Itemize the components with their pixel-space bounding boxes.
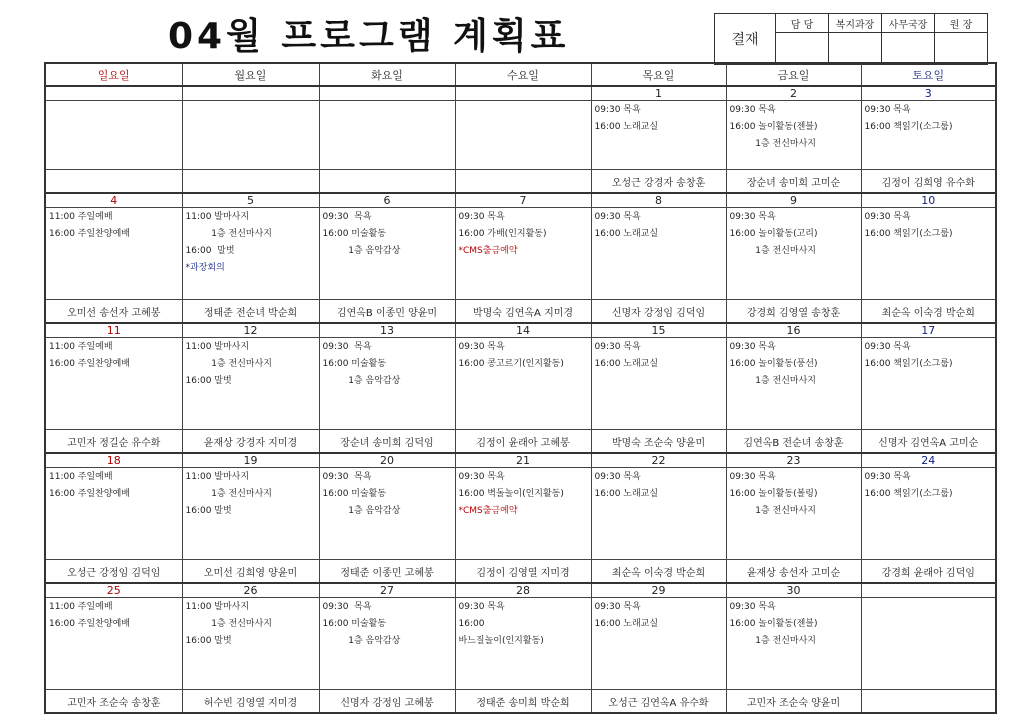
staff-row — [45, 300, 996, 324]
program-cell — [319, 101, 455, 170]
program-line: 1층 전신마사지 — [729, 636, 816, 646]
calendar-table — [44, 62, 997, 714]
program-line: 09:30 목욕 — [322, 342, 372, 352]
staff-names: 신명자 강정임 고혜봉 — [319, 690, 455, 714]
date-number — [319, 86, 455, 101]
date-number: 16 — [726, 323, 861, 338]
program-line: 16:00 주일찬양예배 — [49, 489, 130, 499]
program-line: 09:30 목욕 — [322, 212, 372, 222]
staff-names — [45, 170, 182, 194]
program-line: 16:00 노래교실 — [594, 489, 659, 499]
program-note: *CMS출금예약 — [458, 246, 518, 256]
approval-role-secretary-general: 사무국장 — [882, 14, 935, 33]
program-line: 16:00 벽돌놀이(인지활동) — [458, 489, 564, 499]
staff-names: 오성근 강정임 김덕임 — [45, 560, 182, 584]
program-line: 16:00 책읽기(소그룹) — [864, 359, 953, 369]
staff-names — [455, 170, 591, 194]
date-number: 26 — [182, 583, 319, 598]
date-number: 24 — [861, 453, 996, 468]
date-number: 30 — [726, 583, 861, 598]
program-cell — [45, 101, 182, 170]
program-line: 16:00 말벗 — [185, 246, 235, 256]
staff-names: 고민자 정길순 유수화 — [45, 430, 182, 454]
program-line: 1층 전신마사지 — [729, 506, 816, 516]
date-number: 15 — [591, 323, 726, 338]
program-line: 16:00 놀이활동(고리) — [729, 229, 818, 239]
date-number — [45, 86, 182, 101]
staff-row — [45, 690, 996, 714]
program-line: 11:00 주일예배 — [49, 472, 113, 482]
staff-names: 윤재상 송선자 고미순 — [726, 560, 861, 584]
staff-names: 윤재상 강경자 지미경 — [182, 430, 319, 454]
program-line: 16:00 주일찬양예배 — [49, 359, 130, 369]
program-line: 09:30 목욕 — [594, 472, 641, 482]
staff-names: 오성근 강경자 송창훈 — [591, 170, 726, 194]
program-line: 09:30 목욕 — [594, 212, 641, 222]
program-line: 1층 음악감상 — [322, 376, 401, 386]
program-cell — [455, 101, 591, 170]
program-cell — [182, 208, 319, 300]
weekday-sunday: 일요일 — [45, 63, 182, 86]
program-cell — [726, 598, 861, 690]
program-line: 09:30 목욕 — [864, 105, 911, 115]
program-cell — [591, 468, 726, 560]
program-line: 16:00 책읽기(소그룹) — [864, 229, 953, 239]
program-cell — [455, 468, 591, 560]
signature-cell — [776, 33, 829, 65]
program-line: 09:30 목욕 — [864, 342, 911, 352]
weekday-tuesday: 화요일 — [319, 63, 455, 86]
program-line: 11:00 발마사지 — [185, 472, 250, 482]
program-row — [45, 338, 996, 430]
program-row — [45, 101, 996, 170]
staff-names: 고민자 조순숙 송창훈 — [45, 690, 182, 714]
date-number: 21 — [455, 453, 591, 468]
staff-names: 정태준 송미희 박순희 — [455, 690, 591, 714]
program-line: 1층 전신마사지 — [185, 489, 272, 499]
program-line: 16:00 놀이활동(볼링) — [729, 489, 818, 499]
staff-names: 김연옥B 이종민 양윤미 — [319, 300, 455, 324]
staff-names: 최순옥 이숙경 박순희 — [591, 560, 726, 584]
staff-row — [45, 170, 996, 194]
staff-names: 박명숙 조순숙 양윤미 — [591, 430, 726, 454]
date-number — [182, 86, 319, 101]
staff-names: 김정이 김희영 유수화 — [861, 170, 996, 194]
date-number: 28 — [455, 583, 591, 598]
program-line: 16:00 말벗 — [185, 376, 232, 386]
date-row — [45, 323, 996, 338]
program-line: 09:30 목욕 — [458, 472, 505, 482]
date-number: 9 — [726, 193, 861, 208]
program-line: 09:30 목욕 — [729, 105, 776, 115]
program-line: 09:30 목욕 — [864, 472, 911, 482]
approval-role-staff: 담 당 — [776, 14, 829, 33]
staff-names: 박명숙 김연옥A 지미경 — [455, 300, 591, 324]
program-line: 16:00 놀이활동(젠블) — [729, 122, 818, 132]
staff-names: 오성근 김연옥A 유수화 — [591, 690, 726, 714]
date-number: 18 — [45, 453, 182, 468]
program-line: 16:00 미술활동 — [322, 619, 387, 629]
program-line: 1층 음악감상 — [322, 246, 401, 256]
approval-label: 결재 — [715, 14, 776, 65]
program-line: 16:00 노래교실 — [594, 122, 659, 132]
staff-names: 고민자 조순숙 양윤미 — [726, 690, 861, 714]
program-line: 16:00 미술활동 — [322, 489, 387, 499]
program-cell — [455, 208, 591, 300]
date-row — [45, 193, 996, 208]
staff-names: 강경희 김영열 송창훈 — [726, 300, 861, 324]
approval-box — [714, 13, 988, 65]
program-cell — [182, 101, 319, 170]
program-cell — [455, 338, 591, 430]
weekday-monday: 월요일 — [182, 63, 319, 86]
signature-cell — [829, 33, 882, 65]
program-line: 16:00 — [458, 619, 485, 629]
date-number: 12 — [182, 323, 319, 338]
program-line: 1층 전신마사지 — [185, 359, 272, 369]
program-row — [45, 208, 996, 300]
staff-names: 강경희 윤래아 김덕임 — [861, 560, 996, 584]
program-line: 16:00 노래교실 — [594, 619, 659, 629]
program-line: 16:00 말벗 — [185, 636, 232, 646]
staff-names: 장순녀 송미희 고미순 — [726, 170, 861, 194]
date-number: 8 — [591, 193, 726, 208]
date-number: 20 — [319, 453, 455, 468]
program-line: 16:00 주일찬양예배 — [49, 229, 130, 239]
date-number: 25 — [45, 583, 182, 598]
program-line: 16:00 노래교실 — [594, 229, 659, 239]
staff-row — [45, 430, 996, 454]
date-number: 3 — [861, 86, 996, 101]
date-number: 5 — [182, 193, 319, 208]
program-row — [45, 598, 996, 690]
program-line: 09:30 목욕 — [594, 602, 641, 612]
program-line: 11:00 발마사지 — [185, 212, 250, 222]
program-cell — [182, 598, 319, 690]
program-cell — [591, 101, 726, 170]
program-line: 16:00 놀이활동(젠블) — [729, 619, 818, 629]
program-cell — [726, 208, 861, 300]
program-cell — [319, 598, 455, 690]
program-line: 11:00 주일예배 — [49, 212, 113, 222]
program-line: 09:30 목욕 — [594, 342, 641, 352]
program-cell — [591, 208, 726, 300]
program-cell — [726, 468, 861, 560]
program-cell — [319, 208, 455, 300]
weekday-saturday: 토요일 — [861, 63, 996, 86]
program-line: 09:30 목욕 — [729, 602, 776, 612]
program-line: 16:00 주일찬양예배 — [49, 619, 130, 629]
program-line: 1층 전신마사지 — [729, 139, 816, 149]
program-row — [45, 468, 996, 560]
date-number: 10 — [861, 193, 996, 208]
program-line: 09:30 목욕 — [458, 342, 505, 352]
staff-names: 허수빈 김영열 지미경 — [182, 690, 319, 714]
date-number: 2 — [726, 86, 861, 101]
program-line: 1층 전신마사지 — [185, 229, 272, 239]
staff-names: 장순녀 송미희 김덕임 — [319, 430, 455, 454]
approval-role-welfare-manager: 복지과장 — [829, 14, 882, 33]
staff-names: 신명자 김연옥A 고미순 — [861, 430, 996, 454]
staff-names — [319, 170, 455, 194]
weekday-thursday: 목요일 — [591, 63, 726, 86]
date-number: 6 — [319, 193, 455, 208]
program-cell — [319, 338, 455, 430]
date-number: 13 — [319, 323, 455, 338]
program-line: 09:30 목욕 — [729, 212, 776, 222]
program-line: 16:00 노래교실 — [594, 359, 659, 369]
program-cell — [45, 338, 182, 430]
program-line: 11:00 주일예배 — [49, 342, 113, 352]
program-line: 1층 전신마사지 — [729, 246, 816, 256]
program-cell — [861, 338, 996, 430]
program-line: 16:00 책읽기(소그룹) — [864, 489, 953, 499]
staff-names: 김연옥B 전순녀 송창훈 — [726, 430, 861, 454]
date-number: 22 — [591, 453, 726, 468]
program-line: 1층 음악감상 — [322, 506, 401, 516]
program-cell — [861, 468, 996, 560]
page-title: 04월 프로그램 계획표 — [168, 16, 570, 57]
staff-names — [182, 170, 319, 194]
date-number: 11 — [45, 323, 182, 338]
program-cell — [45, 468, 182, 560]
weekday-friday: 금요일 — [726, 63, 861, 86]
date-number: 4 — [45, 193, 182, 208]
program-cell — [182, 338, 319, 430]
staff-names: 오미선 송선자 고혜봉 — [45, 300, 182, 324]
program-cell — [591, 598, 726, 690]
program-note: *CMS출금예약 — [458, 506, 518, 516]
program-cell — [861, 101, 996, 170]
approval-role-director: 원 장 — [935, 14, 988, 33]
program-cell — [861, 598, 996, 690]
staff-names: 김정이 윤래아 고혜봉 — [455, 430, 591, 454]
program-cell — [591, 338, 726, 430]
date-number: 7 — [455, 193, 591, 208]
program-line: 바느질놀이(인지활동) — [458, 636, 544, 646]
date-number: 23 — [726, 453, 861, 468]
program-line: 16:00 가배(인지활동) — [458, 229, 547, 239]
program-cell — [861, 208, 996, 300]
date-number: 27 — [319, 583, 455, 598]
program-line: 16:00 책읽기(소그룹) — [864, 122, 953, 132]
program-line: 09:30 목욕 — [864, 212, 911, 222]
date-row — [45, 86, 996, 101]
program-cell — [182, 468, 319, 560]
program-note: *과장회의 — [185, 263, 225, 273]
date-number: 29 — [591, 583, 726, 598]
program-line: 11:00 발마사지 — [185, 342, 250, 352]
staff-names: 신명자 강정임 김덕임 — [591, 300, 726, 324]
staff-names: 정태준 전순녀 박순희 — [182, 300, 319, 324]
program-line: 16:00 콩고르기(인지활동) — [458, 359, 564, 369]
program-line: 16:00 말벗 — [185, 506, 232, 516]
staff-names: 정태준 이종민 고혜봉 — [319, 560, 455, 584]
program-line: 1층 전신마사지 — [185, 619, 272, 629]
program-line: 1층 음악감상 — [322, 636, 401, 646]
date-row — [45, 453, 996, 468]
program-line: 11:00 발마사지 — [185, 602, 250, 612]
program-cell — [726, 338, 861, 430]
signature-cell — [882, 33, 935, 65]
date-number: 19 — [182, 453, 319, 468]
staff-names: 최순옥 이숙경 박순희 — [861, 300, 996, 324]
weekday-header-row — [45, 63, 996, 86]
staff-names: 오미선 김희영 양윤미 — [182, 560, 319, 584]
program-cell — [45, 598, 182, 690]
program-line: 1층 전신마사지 — [729, 376, 816, 386]
program-line: 09:30 목욕 — [322, 602, 372, 612]
weekday-wednesday: 수요일 — [455, 63, 591, 86]
program-line: 09:30 목욕 — [458, 212, 505, 222]
program-line: 16:00 놀이활동(풍선) — [729, 359, 818, 369]
staff-names: 김정이 김영열 지미경 — [455, 560, 591, 584]
program-line: 11:00 주일예배 — [49, 602, 113, 612]
date-number: 17 — [861, 323, 996, 338]
program-line: 16:00 미술활동 — [322, 229, 387, 239]
program-cell — [455, 598, 591, 690]
date-row — [45, 583, 996, 598]
staff-names — [861, 690, 996, 714]
program-line: 09:30 목욕 — [729, 342, 776, 352]
date-number — [861, 583, 996, 598]
staff-row — [45, 560, 996, 584]
program-line: 09:30 목욕 — [729, 472, 776, 482]
signature-cell — [935, 33, 988, 65]
date-number — [455, 86, 591, 101]
program-line: 09:30 목욕 — [322, 472, 372, 482]
program-line: 09:30 목욕 — [458, 602, 505, 612]
program-line: 09:30 목욕 — [594, 105, 641, 115]
program-cell — [45, 208, 182, 300]
date-number: 14 — [455, 323, 591, 338]
program-cell — [726, 101, 861, 170]
date-number: 1 — [591, 86, 726, 101]
program-line: 16:00 미술활동 — [322, 359, 387, 369]
program-cell — [319, 468, 455, 560]
